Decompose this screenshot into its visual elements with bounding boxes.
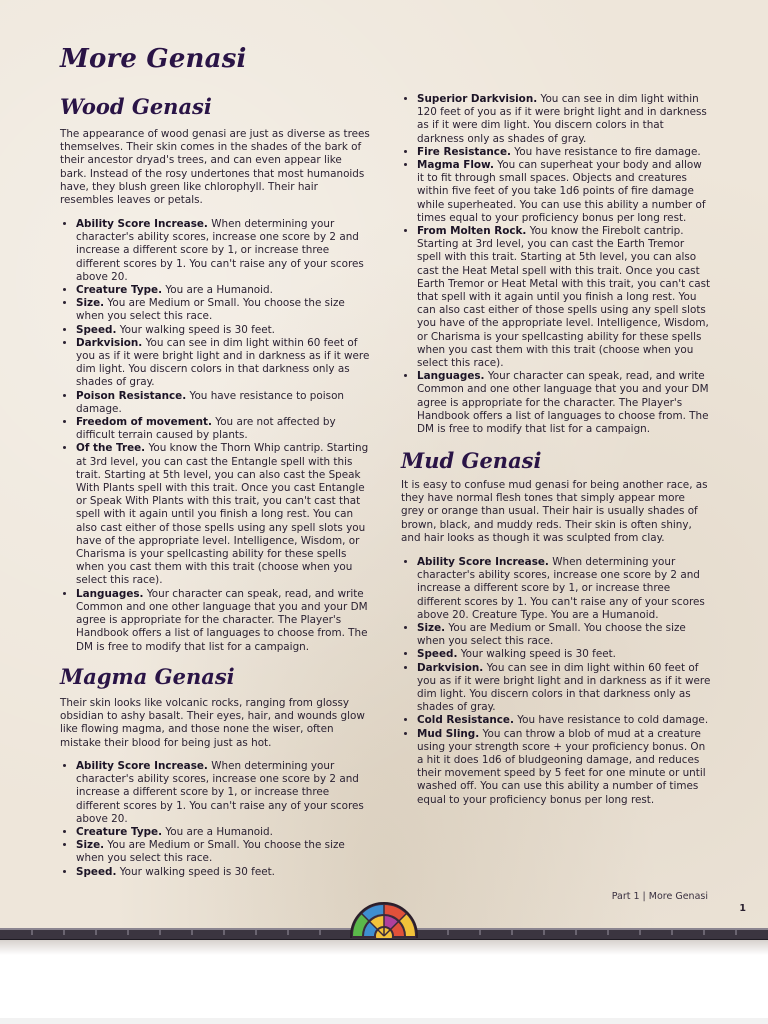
trait-text: Your walking speed is 30 feet. [119,323,275,336]
trait-name: Creature Type. [76,284,163,297]
magma-genasi-traits [60,760,370,879]
trait-name: Size. [417,622,446,635]
trait-name: Ability Score Increase. [76,760,208,772]
trait-item [76,390,370,416]
trait-name: Speed. [417,648,458,661]
trait-text: You can superheat your body and allow it to fit through small spaces. Objects and creatures within five feet of you take 1d6 points of fire damage while superheated. You can use this ability a number of times equal to your proficiency bonus per long rest. [417,159,706,224]
trait-text: You know the Firebolt cantrip. Starting at 3rd level, you can cast the Earth Tremor spell with this trait. Starting at 5th level, you can also cast the Heat Metal spell with this trait. Once you cast Earth Tremor or Heat Metal with this trait, you can't cast that spell with it again until you finish a long rest. You can also cast either of those spells using any spell slots you have of the appropriate level. Intelligence, Wisdom, or Charisma is your spellcasting ability for these spells when you cast them with this trait (choose when you select this race). [417,225,711,370]
trait-text: Your walking speed is 30 feet. [119,865,275,878]
page-title: More Genasi [60,44,247,74]
trait-item [76,416,370,442]
trait-item [76,839,370,865]
trait-name: Freedom of movement. [76,416,212,429]
trait-item [417,370,711,436]
trait-name: Darkvision. [417,661,484,674]
trait-item [76,297,370,323]
trait-text: You can see in dim light within 60 feet of you as if it were bright light and in darkness as if it were dim light. You discern colors in that darkness only as shades of gray. [76,336,370,389]
trait-item [417,225,711,370]
trait-name: From Molten Rock. [417,225,527,238]
trait-item [417,146,711,159]
trait-item [76,218,370,284]
trait-name: Size. [76,839,105,852]
wood-genasi-traits [60,218,370,654]
trait-text: You have resistance to fire damage. [514,145,701,158]
trait-name: Size. [76,297,105,310]
trait-name: Darkvision. [76,336,143,349]
magma-genasi-traits-continued [401,93,711,436]
trait-item [76,442,370,587]
trait-text: You can see in dim light within 60 feet of you as if it were bright light and in darkness as if it were dim light. You discern colors in that darkness only as shades of gray. [417,661,711,714]
trait-text: You can throw a blob of mud at a creature using your strength score + your proficiency bonus. On a hit it does 1d6 of bludgeoning damage, and reduces their movement speed by 5 feet for one minute or until washed off. You can use this ability a number of times equal to your proficiency bonus per long rest. [417,727,706,806]
trait-name: Ability Score Increase. [417,556,549,568]
trait-text: Your character can speak, read, and write Common and one other language that you and your DM agree is appropriate for the character. The Player's Handbook offers a list of languages to choose from. The DM is free to modify that list for a campaign. [76,587,368,653]
trait-name: Languages. [76,587,144,600]
trait-text: When determining your character's ability scores, increase one score by 2 and increase a different score by 1, or increase three different scores by 1. You can't raise any of your scores above 20. Creature Type. You are a Humanoid. [417,556,705,621]
trait-text: You are Medium or Small. You choose the size when you select this race. [417,622,686,648]
trait-item [417,622,711,648]
trait-text: You are a Humanoid. [165,284,273,297]
trait-name: Mud Sling. [417,727,480,740]
trait-name: Fire Resistance. [417,145,511,158]
trait-text: You are Medium or Small. You choose the size when you select this race. [76,839,345,865]
running-footer: Part 1 | More Genasi [611,891,708,902]
trait-item [76,337,370,390]
trait-name: Creature Type. [76,826,163,839]
mud-genasi-intro: It is easy to confuse mud genasi for being another race, as they have normal flesh tones that simply appear more grey or orange than usual. Their hair is usually shades of brown, black, and muddy reds. Their skin is often shiny, and hair looks as though it was sculpted from clay. [401,479,708,544]
trait-text: You have resistance to poison damage. [76,389,345,415]
trait-item [76,826,370,839]
trait-item [76,866,370,879]
trait-item [417,648,711,661]
trait-text: You are not affected by difficult terrain caused by plants. [76,416,336,442]
trait-item [417,159,711,225]
trait-item [76,588,370,654]
magma-genasi-intro: Their skin looks like volcanic rocks, ranging from glossy obsidian to ashy basalt. Their eyes, hair, and wounds glow like flowing magma, and those none the wiser, often mistake their blood for being just as hot. [60,697,365,749]
trait-name: Cold Resistance. [417,714,514,727]
trait-name: Languages. [417,370,485,383]
trait-name: Ability Score Increase. [76,218,208,230]
trait-item [76,760,370,826]
trait-text: When determining your character's ability scores, increase one score by 2 and increase a different score by 1, or increase three different scores by 1. You can't raise any of your scores above 20. [76,760,364,825]
trait-text: Your walking speed is 30 feet. [460,648,616,661]
mud-genasi-heading: Mud Genasi [401,448,542,473]
page-number: 1 [739,903,746,914]
trait-text: Your character can speak, read, and write Common and one other language that you and your DM agree is appropriate for the character. The Player's Handbook offers a list of languages to choose from. The DM is free to modify that list for a campaign. [417,370,709,436]
trait-item [417,556,711,622]
magma-genasi-heading: Magma Genasi [60,664,235,689]
trait-text: You can see in dim light within 120 feet of you as if it were bright light and in darkness as if it were dim light. You discern colors in that darkness only as shades of gray. [417,93,707,145]
trait-item [417,662,711,715]
trait-item [417,714,711,727]
trait-name: Poison Resistance. [76,389,187,402]
trait-item [76,324,370,337]
trait-text: You are a Humanoid. [165,826,273,839]
trait-text: You know the Thorn Whip cantrip. Starting at 3rd level, you can cast the Entangle spell with this trait. Starting at 5th level, you can also cast the Speak With Plants spell with this trait. Once you cast Entangle or Speak With Plants with this trait, you can't cast that spell with it again until you finish a long rest. You can also cast either of those spells using any spell slots you have of the appropriate level. Intelligence, Wisdom, or Charisma is your spellcasting ability for these spells when you cast them with this trait (choose when you select this race). [76,442,369,587]
trait-text: You have resistance to cold damage. [517,714,709,727]
trait-name: Superior Darkvision. [417,93,538,105]
mud-genasi-traits [401,556,711,807]
trait-name: Magma Flow. [417,159,494,172]
stained-glass-rosette-icon [350,902,418,938]
wood-genasi-intro: The appearance of wood genasi are just as diverse as trees themselves. Their skin comes in the shades of the bark of their ancestor dryad's trees, and can even appear like bark. Instead of the rosy undertones that most humanoids have, they blush green like chlorophyll. Their hair resembles leaves or petals. [60,128,370,207]
trait-name: Speed. [76,323,117,336]
trait-name: Of the Tree. [76,442,146,455]
trait-text: You are Medium or Small. You choose the size when you select this race. [76,297,345,323]
trait-item [417,728,711,807]
wood-genasi-heading: Wood Genasi [60,94,212,119]
viewer-bottom-strip [0,1018,768,1024]
trait-item [76,284,370,297]
trait-item [417,93,711,146]
trait-text: When determining your character's ability scores, increase one score by 2 and increase a different score by 1, or increase three different scores by 1. You can't raise any of your scores above 20. [76,218,364,283]
trait-name: Speed. [76,865,117,878]
